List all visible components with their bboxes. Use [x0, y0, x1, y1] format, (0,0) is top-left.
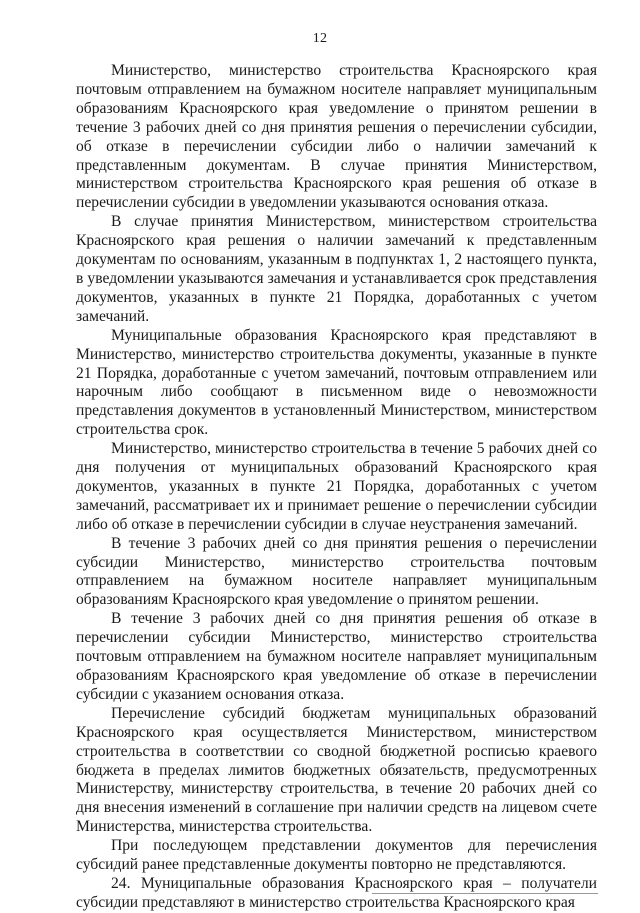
paragraph: Муниципальные образования Красноярского края представляют в Министерство, министерство строительства документы, указанные в пункте 21 Порядка, доработанные с учетом замечаний, почтовым отправлением или нарочным либо сообщают в письменном виде о невозможности представления документов в установленный Министерством, министерством строительства срок.: [76, 326, 597, 439]
paragraph: В случае принятия Министерством, министерством строительства Красноярского края решения о наличии замечаний к представленным документам по основаниям, указанным в подпунктах 1, 2 настоящего пункта, в уведомлении указываются замечания и устанавливается срок представления документов, указанных в пункте 21 Порядка, доработанных с учетом замечаний.: [76, 213, 597, 325]
paragraph: 24. Муниципальные образования Красноярского края – получатели субсидии представляют в министерство строительства Красноярского края: [76, 874, 597, 911]
paragraph: Министерство, министерство строительства Красноярского края почтовым отправлением на бумажном носителе направляет муниципальным образованиям Красноярского края уведомление о принятом решении в течение 3 рабочих дней со дня принятия решения о перечислении субсидии, об отказе в перечислении субсидии либо о наличии замечаний к представленным документам. В случае принятия Министерством, министерством строительства Красноярского края решения об отказе в перечислении субсидии в уведомлении указываются основания отказа.: [76, 62, 597, 212]
body-text: [76, 62, 597, 913]
paragraph: В течение 3 рабочих дней со дня принятия решения о перечислении субсидии Министерство, министерство строительства почтовым отправлением на бумажном носителе направляет муниципальным образованиям Красноярского края уведомление о принятом решении.: [76, 534, 597, 609]
paragraph: Перечисление субсидий бюджетам муниципальных образований Красноярского края осуществляется Министерством, министерством строительства в соответствии со сводной бюджетной росписью краевого бюджета в пределах лимитов бюджетных обязательств, предусмотренных Министерству, министерству строительства, в течение 20 рабочих дней со дня внесения изменений в соглашение при наличии средств на лицевом счете Министерства, министерства строительства.: [76, 704, 597, 836]
footer-divider: [372, 893, 598, 894]
page-number: 12: [312, 31, 328, 46]
paragraph: При последующем представлении документов для перечисления субсидий ранее представленные документы повторно не представляются.: [76, 837, 597, 874]
paragraph: Министерство, министерство строительства в течение 5 рабочих дней со дня получения от муниципальных образований Красноярского края документов, указанных в пункте 21 Порядка, доработанных с учетом замечаний, рассматривает их и принимает решение о перечислении субсидии либо об отказе в перечислении субсидии в случае неустранения замечаний.: [76, 440, 597, 533]
paragraph: В течение 3 рабочих дней со дня принятия решения об отказе в перечислении субсидии Министерство, министерство строительства почтовым отправлением на бумажном носителе направляет муниципальным образованиям Красноярского края уведомление об отказе в перечислении субсидии с указанием основания отказа.: [76, 610, 597, 703]
